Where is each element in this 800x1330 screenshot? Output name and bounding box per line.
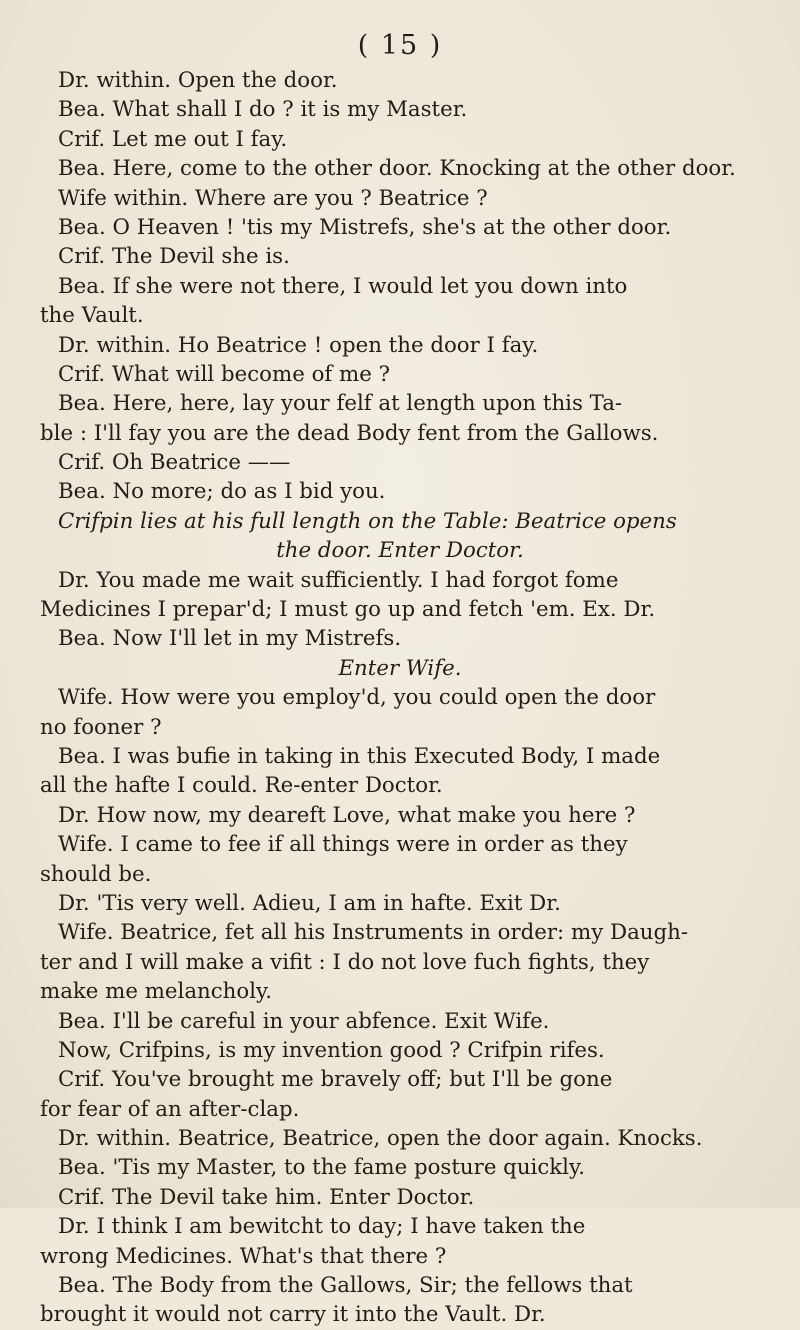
text-line: wrong Medicines. What's that there ? [40, 1243, 447, 1269]
text-line: Wife. I came to fee if all things were in order as they [58, 832, 628, 858]
text-line: Dr. I think I am bewitcht to day; I have taken the [58, 1214, 586, 1240]
text-line: Bea. Here, come to the other door. Knocking at the other door. [58, 156, 736, 182]
text-line: the Vault. [40, 303, 144, 329]
text-line: Dr. within. Open the door. [58, 68, 338, 93]
text-line: Crif. Oh Beatrice —— [58, 450, 291, 476]
text-line: Bea. I'll be careful in your abfence. Exit Wife. [58, 1008, 550, 1034]
text-line: Dr. 'Tis very well. Adieu, I am in hafte. Exit Dr. [58, 890, 561, 916]
text-line: Bea. The Body from the Gallows, Sir; the fellows that [58, 1273, 633, 1299]
text-line: Bea. What shall I do ? it is my Master. [58, 97, 468, 123]
text-line: Dr. within. Ho Beatrice ! open the door I fay. [58, 332, 539, 358]
stage-direction-line: Crifpin lies at his full length on the Table: Beatrice opens [58, 508, 677, 534]
text-line: make me melancholy. [40, 979, 273, 1005]
page-number: ( 15 ) [357, 30, 443, 61]
text-line: Wife. Beatrice, fet all his Instruments in order: my Daugh- [58, 920, 689, 946]
text-line: Dr. within. Beatrice, Beatrice, open the door again. Knocks. [58, 1126, 703, 1152]
text-line: Dr. You made me wait sufficiently. I had forgot fome [58, 567, 619, 593]
text-line: brought it would not carry it into the Vault. Dr. [40, 1302, 546, 1328]
text-line: Bea. I was bufie in taking in this Executed Body, I made [58, 743, 661, 769]
text-line: Bea. 'Tis my Master, to the fame posture quickly. [58, 1155, 585, 1181]
text-line: all the hafte I could. Re-enter Doctor. [40, 773, 443, 799]
text-line: Crif. You've brought me bravely off; but I'll be gone [58, 1067, 613, 1093]
text-line: Medicines I prepar'd; I must go up and fetch 'em. Ex. Dr. [40, 597, 656, 623]
text-line: Bea. Here, here, lay your felf at length upon this Ta- [58, 391, 623, 417]
stage-direction-line: Enter Wife. [338, 655, 462, 681]
text-line: Bea. O Heaven ! 'tis my Mistrefs, she's at the other door. [58, 214, 672, 240]
text-line: Wife. How were you employ'd, you could open the door [58, 685, 656, 711]
text-line: for fear of an after-clap. [40, 1096, 300, 1122]
stage-direction-line: the door. Enter Doctor. [276, 538, 524, 564]
text-line: Crif. The Devil she is. [58, 244, 290, 270]
text-line: should be. [40, 861, 152, 887]
text-line: Crif. Let me out I fay. [58, 126, 288, 152]
text-line: ter and I will make a vifit : I do not love fuch fights, they [40, 949, 650, 975]
text-line: Crif. What will become of me ? [58, 361, 391, 387]
text-line: Now, Crifpins, is my invention good ? Crifpin rifes. [58, 1037, 605, 1063]
text-line: ble : I'll fay you are the dead Body fent from the Gallows. [40, 420, 659, 446]
text-line: Dr. How now, my deareft Love, what make you here ? [58, 802, 636, 828]
text-line: Bea. No more; do as I bid you. [58, 479, 386, 505]
text-body [40, 66, 760, 1330]
text-line: Crif. The Devil take him. Enter Doctor. [58, 1184, 475, 1210]
text-line: Bea. If she were not there, I would let you down into [58, 273, 628, 299]
text-line: Wife within. Where are you ? Beatrice ? [58, 185, 488, 211]
text-line: no fooner ? [40, 714, 162, 740]
text-line: Bea. Now I'll let in my Mistrefs. [58, 626, 402, 652]
